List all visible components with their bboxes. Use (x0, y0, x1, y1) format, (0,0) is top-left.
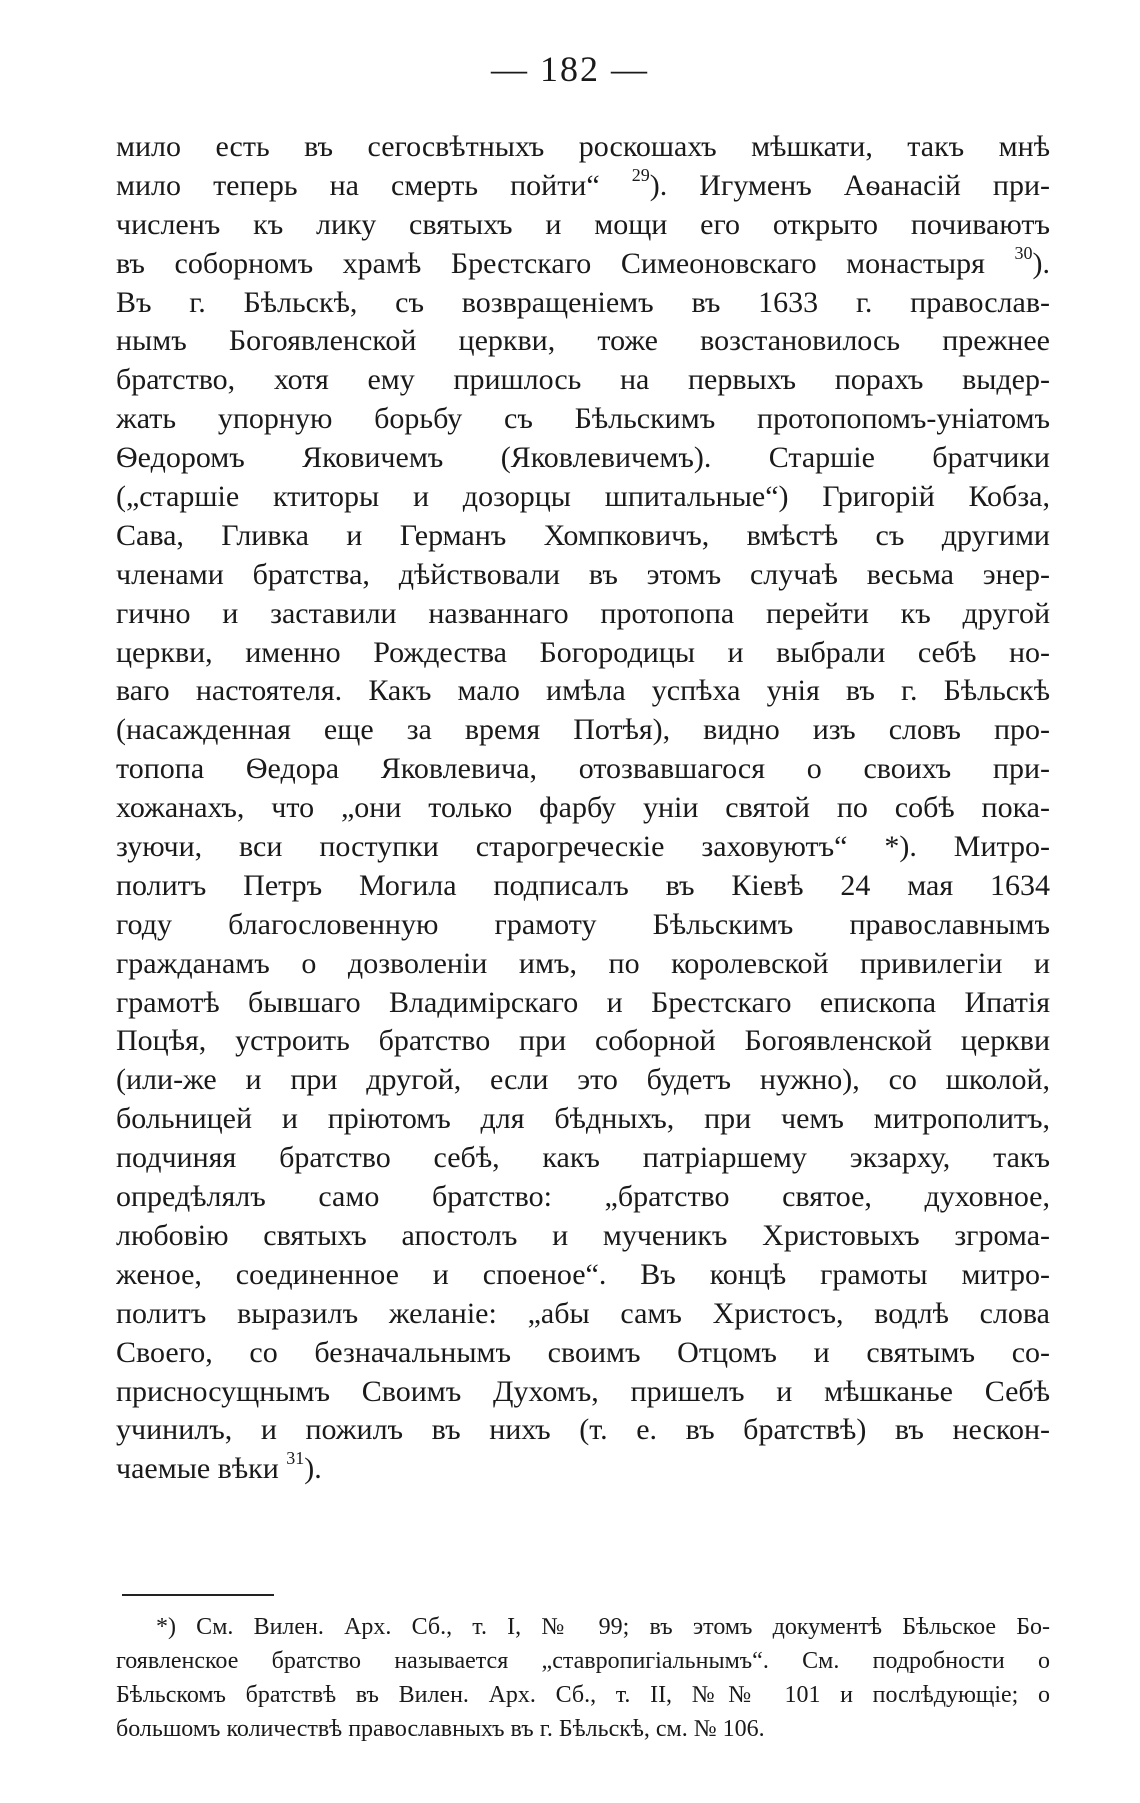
text-line (116, 634, 1050, 673)
text-line-content: году благословенную грамоту Бѣльскимъ православнымъ (116, 907, 1050, 941)
text-line (116, 517, 1050, 556)
text-line-content: хожанахъ, что „они только фарбу уніи святой по собѣ пока- (116, 791, 1050, 825)
text-line-content: ваго настоятеля. Какъ мало имѣла успѣха унія въ г. Бѣльскѣ (116, 674, 1050, 708)
footnote-reference: 31 (286, 1450, 305, 1469)
text-line-content: жать упорную борьбу съ Бѣльскимъ протопопомъ-уніатомъ (116, 402, 1050, 436)
text-line (116, 750, 1050, 789)
text-line (116, 1100, 1050, 1139)
footnotes (116, 1610, 1050, 1746)
text-line (116, 478, 1050, 517)
text-line-content: Поцѣя, устроить братство при соборной Богоявленской церкви (116, 1024, 1050, 1058)
text-line-content: въ соборномъ храмѣ Брестскаго Симеоновскаго монастыря (116, 246, 1015, 280)
text-line-content: присносущнымъ Своимъ Духомъ, пришелъ и мѣшканье Себѣ (116, 1374, 1050, 1408)
footnote-line: гоявленское братство называется „ставропигіальнымъ“. См. подробности о (116, 1648, 1050, 1674)
text-line-content: Ѳедоромъ Яковичемъ (Яковлевичемъ). Старшіе братчики (116, 441, 1050, 475)
footnote-reference: 29 (631, 166, 650, 185)
text-line-content: женое, соединенное и споеное“. Въ концѣ грамоты митро- (116, 1257, 1050, 1291)
text-line-content: численъ къ лику святыхъ и мощи его открыто почиваютъ (116, 207, 1050, 241)
text-line (116, 1061, 1050, 1100)
text-line-content: топопа Ѳедора Яковлевича, отозвавшагося о своихъ при- (116, 752, 1050, 786)
text-line (116, 789, 1050, 828)
text-line (116, 322, 1050, 361)
text-line-continuation: ). (1032, 246, 1050, 280)
text-line-continuation: ). Игуменъ Аѳанасій при- (649, 168, 1050, 202)
text-line (116, 906, 1050, 945)
text-line-content: (насажденная еще за время Потѣя), видно изъ словъ про- (116, 713, 1050, 747)
text-line-content: членами братства, дѣйствовали въ этомъ случаѣ весьма энер- (116, 557, 1050, 591)
text-line-content: гично и заставили названнаго протопопа перейти къ другой (116, 596, 1050, 630)
text-line (116, 1450, 1050, 1489)
text-line (116, 1411, 1050, 1450)
text-line-content: гражданамъ о дозволеніи имъ, по королевской привилегіи и (116, 946, 1050, 980)
footnote-line: большомъ количествѣ православныхъ въ г. Бѣльскѣ, см. № 106. (116, 1716, 765, 1742)
text-line (116, 828, 1050, 867)
footnote-line: *) См. Вилен. Арх. Сб., т. I, № 99; въ этомъ документѣ Бѣльское Бо- (156, 1614, 1050, 1640)
text-line (116, 1256, 1050, 1295)
footnote-divider (122, 1594, 274, 1596)
text-line (116, 945, 1050, 984)
text-line (116, 1217, 1050, 1256)
footnote-reference: 30 (1014, 244, 1033, 263)
text-line (116, 1334, 1050, 1373)
text-line-continuation: ). (304, 1452, 322, 1486)
text-line-content: политъ Петръ Могила подписалъ въ Кіевѣ 24 мая 1634 (116, 868, 1050, 902)
text-line (116, 984, 1050, 1023)
text-line-content: учинилъ, и пожилъ въ нихъ (т. е. въ братствѣ) въ нескон- (116, 1413, 1050, 1447)
text-line-content: мило теперь на смерть пойти“ (116, 168, 632, 202)
text-line (116, 206, 1050, 245)
text-line-content: Сава, Гливка и Германъ Хомпковичъ, вмѣстѣ съ другими (116, 518, 1050, 552)
text-line-content: нымъ Богоявленской церкви, тоже возстановилось прежнее (116, 324, 1050, 358)
text-line (116, 1178, 1050, 1217)
text-line (116, 361, 1050, 400)
text-line (116, 1139, 1050, 1178)
text-line-content: („старшіе ктиторы и дозорцы шпитальные“) Григорій Кобза, (116, 480, 1050, 514)
text-line (116, 167, 1050, 206)
page-number: — 182 — (491, 49, 649, 89)
text-line-content: церкви, именно Рождества Богородицы и выбрали себѣ но- (116, 635, 1050, 669)
text-line (116, 439, 1050, 478)
text-line (116, 400, 1050, 439)
text-line-content: мило есть въ сегосвѣтныхъ роскошахъ мѣшкати, такъ мнѣ (116, 130, 1050, 163)
text-line (116, 1022, 1050, 1061)
text-line-content: (или-же и при другой, если это будетъ нужно), со школой, (116, 1063, 1050, 1097)
text-line (116, 556, 1050, 595)
text-line-content: Своего, со безначальнымъ своимъ Отцомъ и святымъ со- (116, 1335, 1050, 1369)
text-line-content: подчиняя братство себѣ, какъ патріаршему экзарху, такъ (116, 1141, 1050, 1175)
body-text (116, 128, 1050, 1489)
text-line-content: Въ г. Бѣльскѣ, съ возвращеніемъ въ 1633 г. православ- (116, 285, 1050, 319)
text-line (116, 595, 1050, 634)
text-line (116, 867, 1050, 906)
text-line (116, 245, 1050, 284)
text-line (116, 1373, 1050, 1412)
text-line-content: зуючи, вси поступки старогреческіе заховуютъ“ *). Митро- (116, 830, 1050, 864)
text-line (116, 1295, 1050, 1334)
text-line-content: грамотѣ бывшаго Владимірскаго и Брестскаго епископа Ипатія (116, 985, 1050, 1019)
text-line (116, 284, 1050, 323)
text-line-content: политъ выразилъ желаніе: „абы самъ Христосъ, водлѣ слова (116, 1296, 1050, 1330)
text-line-content: опредѣлялъ само братство: „братство святое, духовное, (116, 1180, 1050, 1214)
text-line (116, 128, 1050, 167)
text-line-content: чаемые вѣки (116, 1452, 287, 1486)
text-line (116, 711, 1050, 750)
text-line-content: больницей и пріютомъ для бѣдныхъ, при чемъ митрополитъ, (116, 1102, 1050, 1136)
footnote-line: Бѣльскомъ братствѣ въ Вилен. Арх. Сб., т. II, №№ 101 и послѣдующіе; о (116, 1682, 1050, 1708)
text-line-content: братство, хотя ему пришлось на первыхъ порахъ выдер- (116, 363, 1050, 397)
text-line-content: любовію святыхъ апостолъ и мученикъ Христовыхъ згрома- (116, 1218, 1050, 1252)
text-line (116, 672, 1050, 711)
